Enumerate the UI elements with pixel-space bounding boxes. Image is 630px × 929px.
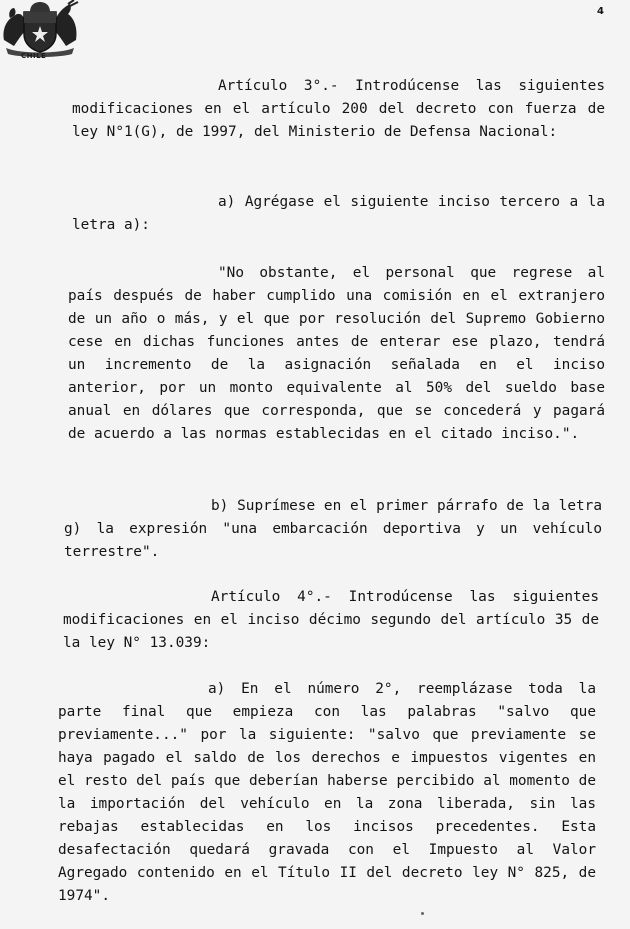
paragraph-no-obstante: "No obstante, el personal que regrese al país después de haber cumplido una comisión en el extranjero de un año o más, y el que por resolución del Supremo Gobierno cese en dichas funciones antes de enterar ese plazo, tendrá un incremento de la asignación señalada en el inciso anterior, por un monto equivalente al 50% del sueldo base anual en dólares que corresponda, que se concederá y pagará de acuerdo a las normas establecidas en el citado inciso.".: [68, 265, 605, 442]
paragraph-articulo-3: Artículo 3°.- Introdúcense las siguientes modificaciones en el artículo 200 del decreto con fuerza de ley N°1(G), de 1997, del Ministerio de Defensa Nacional:: [72, 78, 605, 140]
seal-label: CHILE: [21, 52, 47, 60]
paragraph-letra-b: b) Suprímese en el primer párrafo de la letra g) la expresión "una embarcación deportiva y un vehículo terrestre".: [64, 498, 602, 560]
paragraph-articulo-4: Artículo 4°.- Introdúcense las siguientes modificaciones en el inciso décimo segundo del artículo 35 de la ley N° 13.039:: [63, 589, 599, 651]
scan-speck: [421, 912, 424, 915]
paragraph-letra-a: a) Agrégase el siguiente inciso tercero a la letra a):: [72, 194, 605, 233]
paragraph-numero-2: a) En el número 2°, reemplázase toda la parte final que empieza con las palabras "salvo que previamente..." por la siguiente: "salvo que previamente se haya pagado el saldo de los derechos e impuestos vigentes en el resto del país que deberían haberse percibido al momento de la importación del vehículo en la zona liberada, sin las rebajas establecidas en los incisos precedentes. Esta desafectación quedará gravada con el Impuesto al Valor Agregado contenido en el Título II del decreto ley N° 825, de 1974".: [58, 681, 596, 904]
page-number: 4: [597, 6, 604, 17]
